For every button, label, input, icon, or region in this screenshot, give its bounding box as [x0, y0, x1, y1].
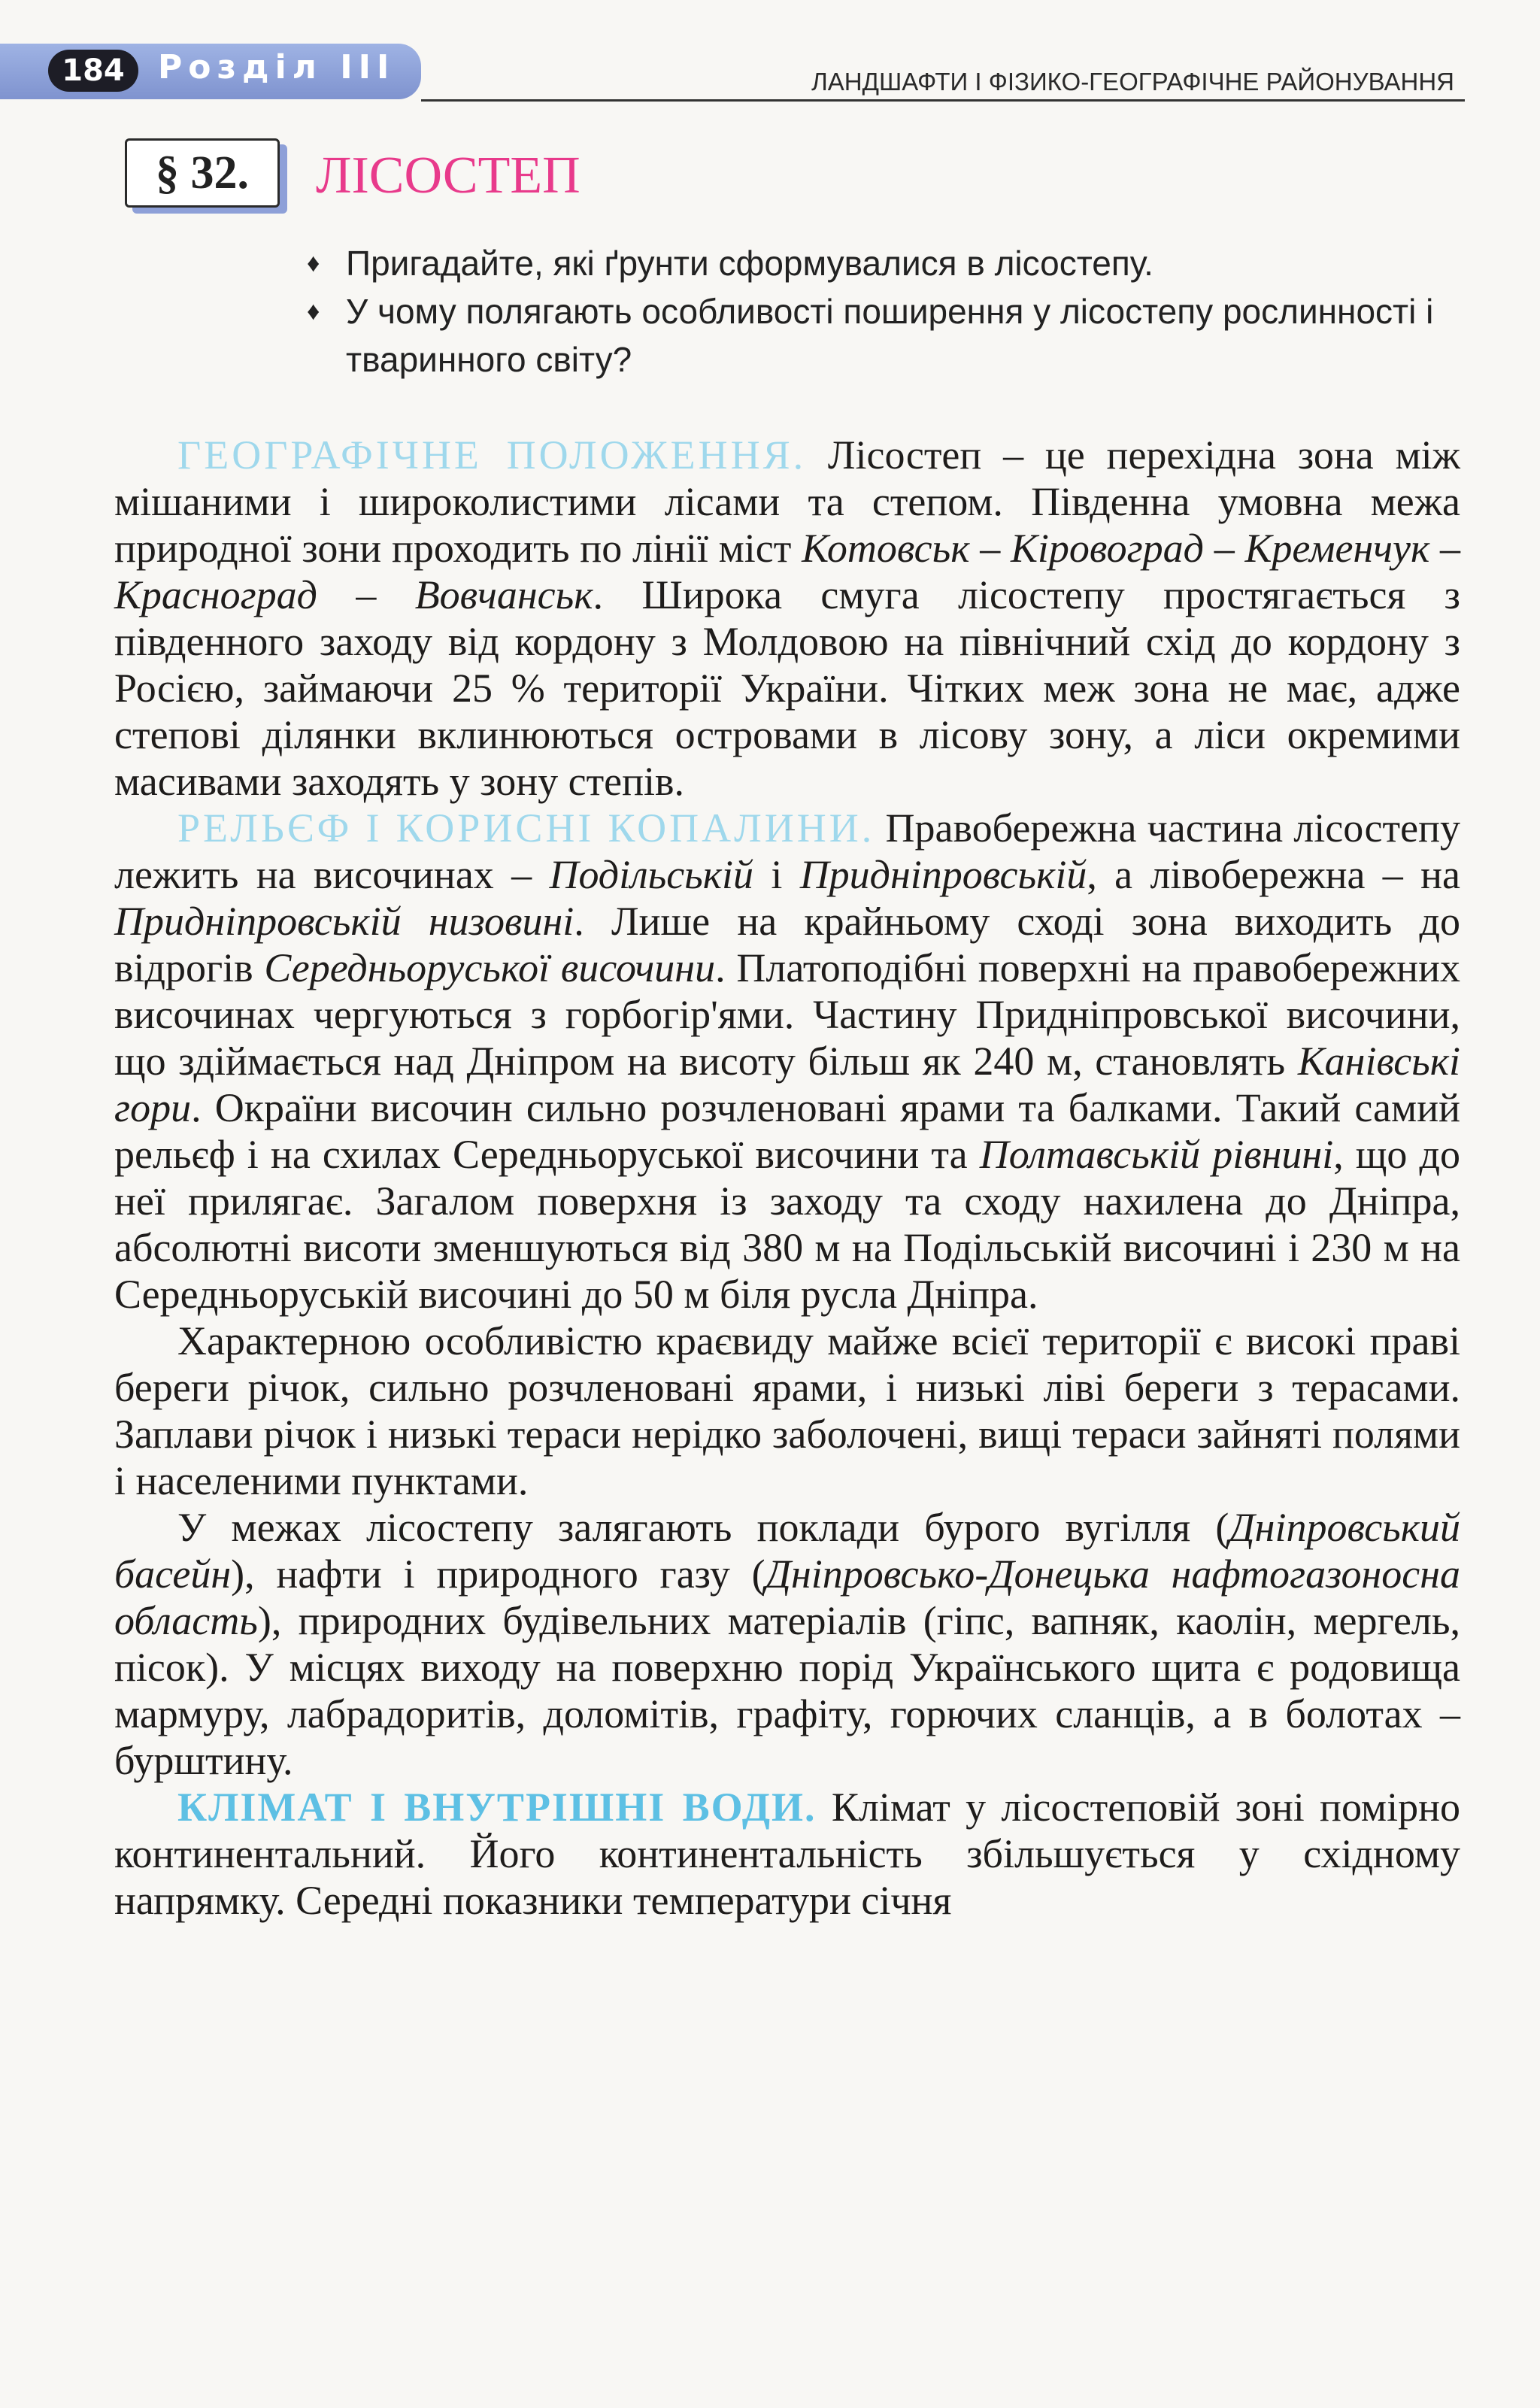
question-text: У чому полягають особливості поширення у лісостепу рослинності і тваринного світу?	[346, 292, 1434, 379]
question-item	[301, 287, 1474, 384]
review-questions	[301, 239, 1474, 384]
paragraph-relief: РЕЛЬЄФ І КОРИСНІ КОПАЛИНИ. Правобережна частина лісостепу лежить на височинах – Подільській і Придніпровській, а лівобережна – на Придніпровській низовині. Лише на крайньому сході зона виходить до відрогів Середньоруської височини. Платоподібні поверхні на правобережних височинах чергуються з горбогір'ями. Частину Придніпровської височини, що здіймається над Дніпром на висоту більш як 240 м, становлять Канівські гори. Окраїни височин сильно розчленовані ярами та балками. Такий самий рельєф і на схилах Середньоруської височини та Полтавській рівнині, що до неї прилягає. Загалом поверхня із заходу та сходу нахилена до Дніпра, абсолютні висоти зменшуються від 380 м на Подільській височині і 230 м на Середньоруській височині до 50 м біля русла Дніпра.	[114, 805, 1460, 1317]
question-text: Пригадайте, які ґрунти сформувалися в лісостепу.	[346, 244, 1153, 283]
main-text	[114, 432, 1460, 1924]
heading-geography: ГЕОГРАФІЧНЕ ПОЛОЖЕННЯ.	[177, 432, 807, 478]
diamond-bullet-icon: ♦	[307, 249, 320, 277]
heading-relief: РЕЛЬЄФ І КОРИСНІ КОПАЛИНИ.	[177, 805, 875, 851]
paragraph-number-box	[125, 138, 280, 208]
diamond-bullet-icon: ♦	[307, 297, 320, 326]
paragraph-landscape: Характерною особливістю краєвиду майже всієї території є високі праві береги річок, сильно розчленовані ярами, і низькі ліві береги з терасами. Заплави річок і низькі тераси нерідко заболочені, вищі тераси зайняті полями і населеними пунктами.	[114, 1318, 1460, 1503]
running-title: ЛАНДШАФТИ І ФІЗИКО-ГЕОГРАФІЧНЕ РАЙОНУВАННЯ	[811, 68, 1454, 96]
paragraph-number: § 32.	[156, 147, 249, 199]
section-label: Розділ III	[158, 48, 396, 86]
city-list: Котовськ – Кіровоград – Кременчук – Красноград – Вовчанськ	[114, 526, 1460, 617]
paragraph-minerals: У межах лісостепу залягають поклади бурого вугілля (Дніпровський басейн), нафти і природного газу (Дніпровсько-Донецька нафтогазоносна область), природних будівельних матеріалів (гіпс, вапняк, каолін, мергель, пісок). У місцях виходу на поверхню порід Українського щита є родовища мармуру, лабрадоритів, доломітів, графіту, горючих сланців, а в болотах – бурштину.	[114, 1505, 1460, 1783]
section-tab	[0, 44, 421, 99]
question-item	[301, 239, 1474, 287]
paragraph-geography: ГЕОГРАФІЧНЕ ПОЛОЖЕННЯ. Лісостеп – це перехідна зона між мішаними і широколистими лісами та степом. Південна умовна межа природної зони проходить по лінії міст Котовськ – Кіровоград – Кременчук – Красноград – Вовчанськ. Широка смуга лісостепу простягається з південного заходу від кордону з Молдовою на північний схід до кордону з Росією, займаючи 25 % території України. Чітких меж зона не має, адже степові ділянки вклинюються островами в лісову зону, а ліси окремими масивами заходять у зону степів.	[114, 432, 1460, 804]
page-header	[0, 44, 1540, 104]
page-number: 184	[48, 50, 138, 92]
header-rule	[421, 99, 1465, 102]
paragraph-climate: КЛІМАТ І ВНУТРІШНІ ВОДИ. Клімат у лісостеповій зоні помірно континентальний. Його континентальність збільшується у східному напрямку. Середні показники температури січня	[114, 1785, 1460, 1923]
lesson-title: ЛІСОСТЕП	[316, 147, 581, 205]
heading-climate: КЛІМАТ І ВНУТРІШНІ ВОДИ.	[177, 1785, 817, 1830]
